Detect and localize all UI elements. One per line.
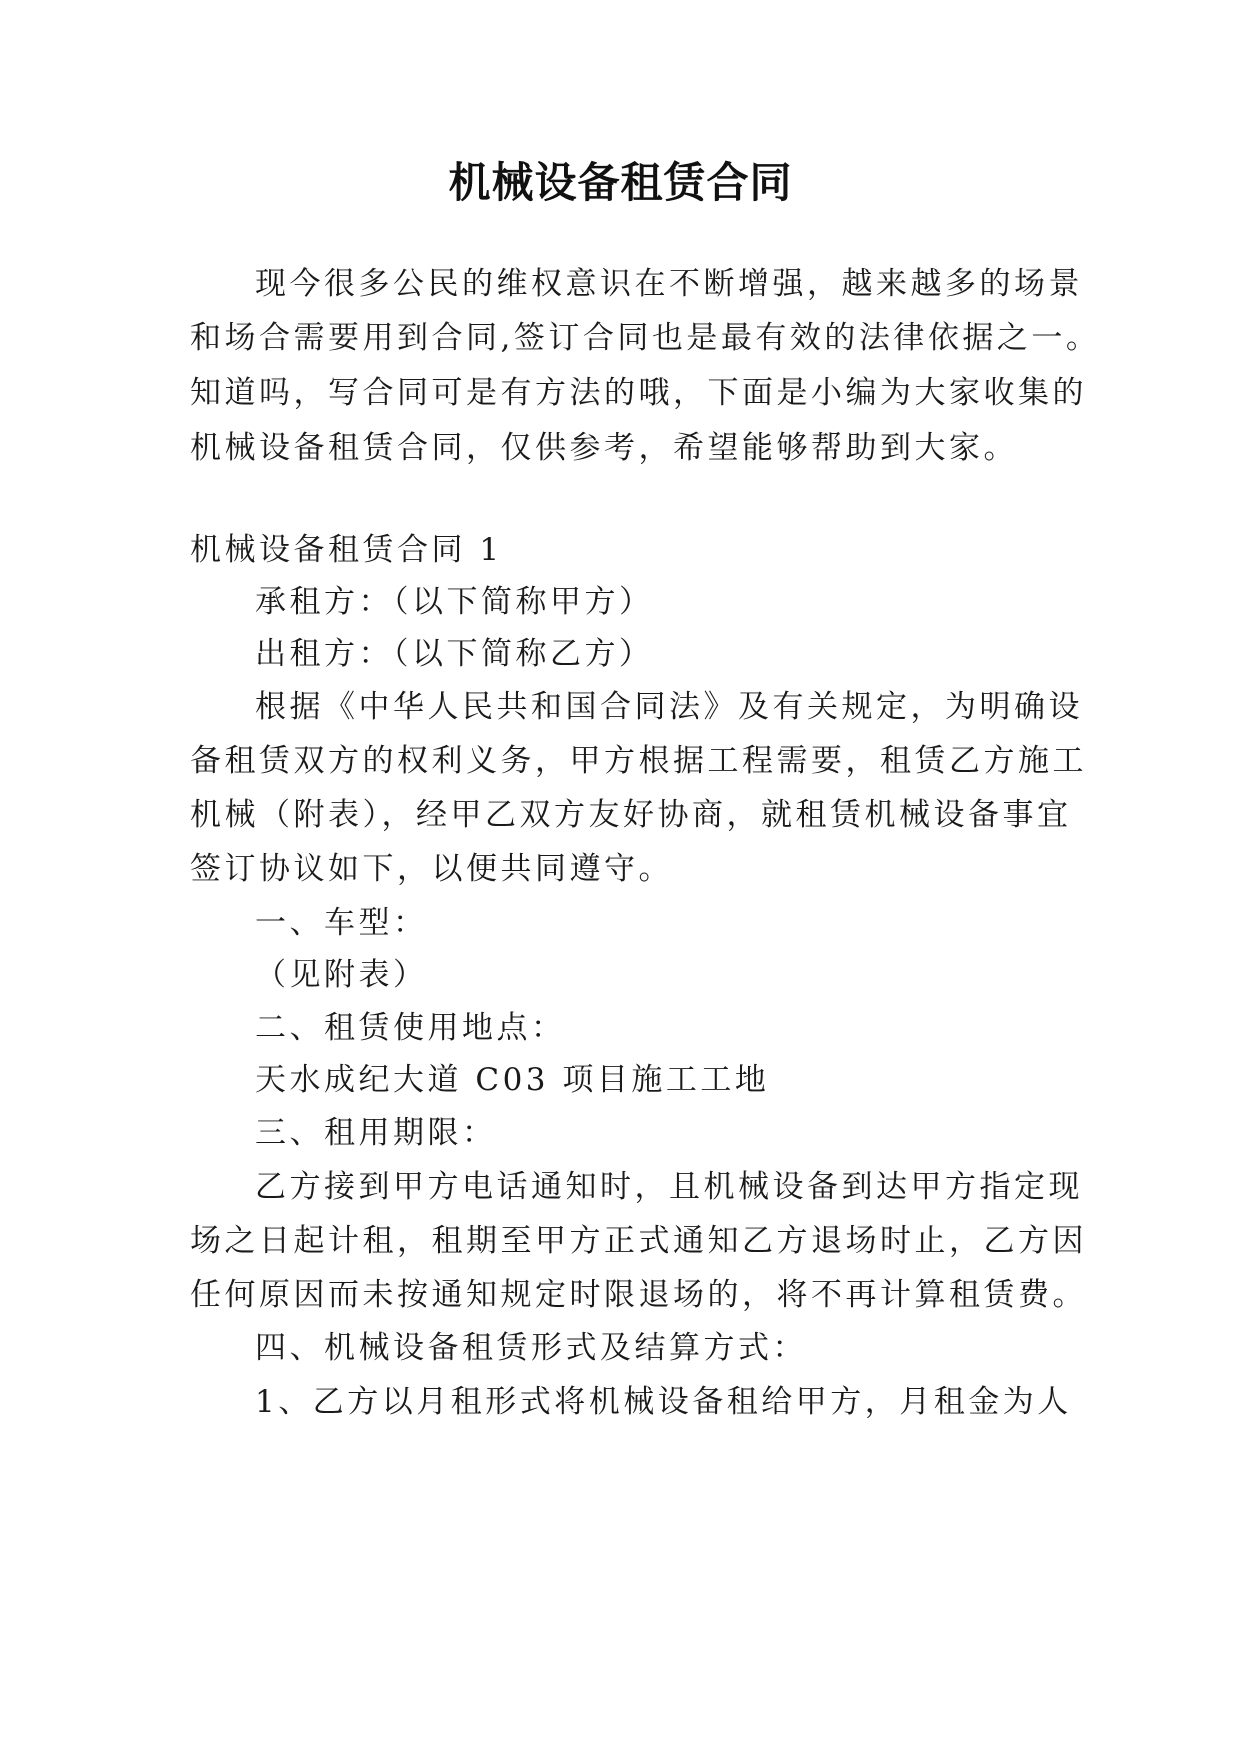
preamble-line-1: 根据《中华人民共和国合同法》及有关规定，为明确设	[255, 689, 1083, 725]
lessor-line: 出租方：（以下简称乙方）	[255, 636, 654, 672]
clause1-heading: 一、车型：	[255, 905, 428, 941]
lessee-line: 承租方：（以下简称甲方）	[255, 584, 654, 620]
preamble-line-2: 备租赁双方的权利义务，甲方根据工程需要，租赁乙方施工	[190, 743, 1087, 779]
clause3-line-3: 任何原因而未按通知规定时限退场的，将不再计算租赁费。	[190, 1277, 1087, 1313]
preamble-line-4: 签订协议如下，以便共同遵守。	[190, 851, 673, 887]
clause2-heading: 二、租赁使用地点：	[255, 1010, 566, 1046]
clause3-heading: 三、租用期限：	[255, 1115, 497, 1151]
section-heading: 机械设备租赁合同 1	[190, 532, 503, 568]
intro-line-1: 现今很多公民的维权意识在不断增强，越来越多的场景	[255, 266, 1083, 302]
document-title: 机械设备租赁合同	[448, 158, 793, 207]
intro-line-2: 和场合需要用到合同,签订合同也是最有效的法律依据之一。	[190, 320, 1101, 356]
clause2-body: 天水成纪大道 C03 项目施工工地	[255, 1062, 770, 1098]
clause3-line-2: 场之日起计租，租期至甲方正式通知乙方退场时止，乙方因	[190, 1223, 1087, 1259]
clause4-heading: 四、机械设备租赁形式及结算方式：	[255, 1330, 807, 1366]
clause4-item1: 1、乙方以月租形式将机械设备租给甲方，月租金为人	[255, 1384, 1072, 1420]
clause1-body: （见附表）	[255, 957, 428, 993]
clause3-line-1: 乙方接到甲方电话通知时，且机械设备到达甲方指定现	[255, 1169, 1083, 1205]
intro-line-4: 机械设备租赁合同，仅供参考，希望能够帮助到大家。	[190, 430, 1018, 466]
preamble-line-3: 机械（附表），经甲乙双方友好协商，就租赁机械设备事宜	[190, 797, 1072, 833]
intro-line-3: 知道吗，写合同可是有方法的哦，下面是小编为大家收集的	[190, 375, 1087, 411]
